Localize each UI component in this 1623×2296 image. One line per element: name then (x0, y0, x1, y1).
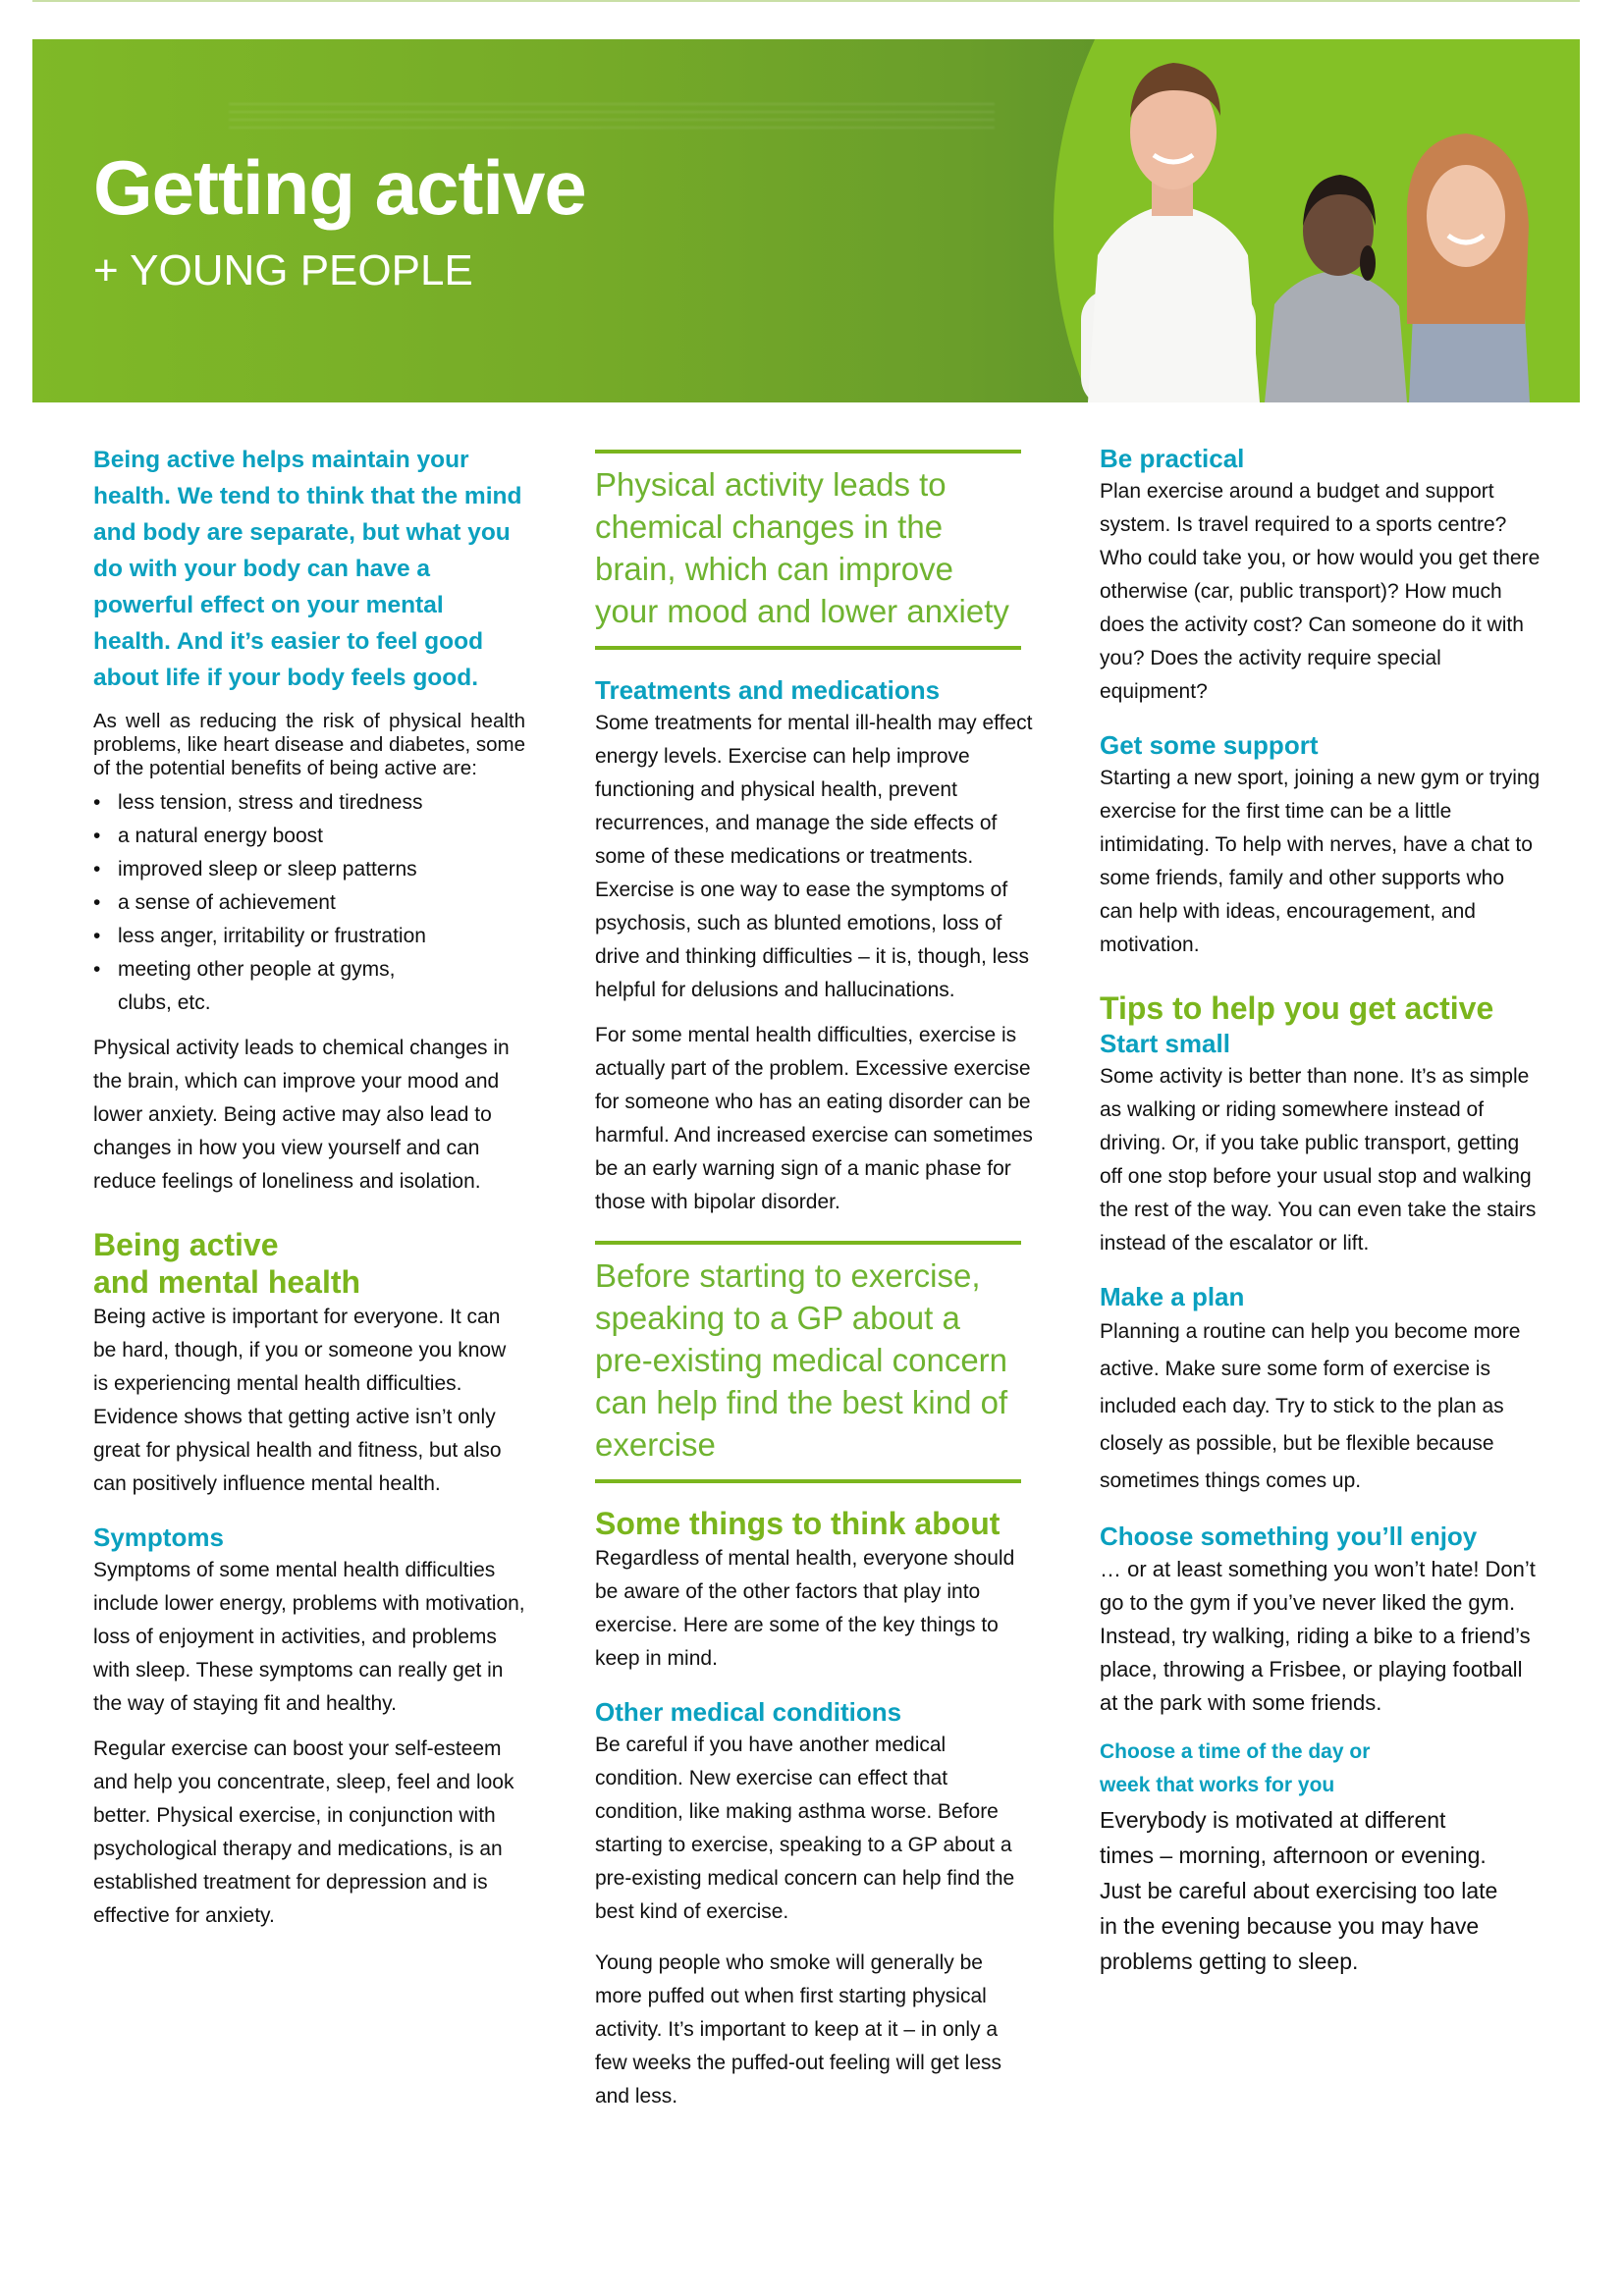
be-practical-heading: Be practical (1100, 444, 1245, 473)
tips-heading: Tips to help you get active (1100, 990, 1494, 1026)
medical-conditions-heading: Other medical conditions (595, 1697, 902, 1727)
top-border-rule (32, 0, 1580, 2)
pullquote-text: Physical activity leads to chemical changes in the brain, which can improve your mood and lower anxiety (595, 466, 1009, 629)
pullquote-brain-chemistry (595, 450, 1021, 650)
young-people-photo (1063, 39, 1580, 402)
column-1 (93, 442, 525, 1945)
list-item: • a sense of achievement (93, 886, 525, 920)
symptoms-paragraph: Symptoms of some mental health difficulties include lower energy, problems with motivation, loss of enjoyment in activities, and problems with sleep. These symptoms can really get in the way of staying fit and healthy. (93, 1559, 525, 1715)
choose-time-paragraph: Everybody is motivated at different times – morning, afternoon or evening. Just be careful about exercising too late in the evening because you may have problems getting to sleep. (1100, 1807, 1498, 1974)
benefits-list (93, 786, 525, 1020)
header-banner (32, 39, 1580, 402)
person-young-woman-right (1407, 133, 1530, 402)
banner-streaks-decoration (229, 103, 995, 133)
lead-paragraph: Being active helps maintain your health. We tend to think that the mind and body are separate, but what you do with your body can have a powerful effect on your mental health. And it’s easier to feel good about life if your body feels good. (93, 447, 522, 691)
choose-enjoy-heading: Choose something you’ll enjoy (1100, 1522, 1478, 1551)
think-about-paragraph: Regardless of mental health, everyone should be aware of the other factors that play into exercise. Here are some of the key things to keep in mind. (595, 1547, 1015, 1670)
list-item: • less anger, irritability or frustration (93, 920, 525, 953)
heading-line: week that works for you (1100, 1774, 1335, 1796)
choose-enjoy-paragraph: … or at least something you won’t hate! Don’t go to the gym if you’ve never liked the gym. Instead, try walking, riding a bike to a friend’s place, throwing a Frisbee, or playing football at the park with some friends. (1100, 1557, 1536, 1715)
heading-line: Being active (93, 1227, 279, 1262)
make-plan-paragraph: Planning a routine can help you become more active. Make sure some form of exercise is included each day. Try to stick to the plan as closely as possible, but be flexible because sometimes things comes up. (1100, 1320, 1521, 1492)
medical-conditions-paragraph: Be careful if you have another medical condition. New exercise can effect that condition, like making asthma worse. Before starting to exercise, speaking to a GP about a pre-existing medical concern can help find the best kind of exercise. (595, 1734, 1015, 1923)
heading-line: Choose a time of the day or (1100, 1740, 1371, 1763)
benefits-intro: As well as reducing the risk of physical health problems, like heart disease and diabetes, some of the potential benefits of being active are: (93, 710, 525, 779)
symptoms-heading: Symptoms (93, 1522, 224, 1552)
get-support-heading: Get some support (1100, 730, 1319, 760)
be-practical-paragraph: Plan exercise around a budget and support system. Is travel required to a sports centre? Who could take you, or how would you get there otherwise (car, public transport)? How much does the activity cost? Can someone do it with you? Does the activity require special equipment? (1100, 480, 1541, 703)
page-title: Getting active (93, 144, 586, 231)
list-item: • less tension, stress and tiredness (93, 786, 525, 820)
treatments-heading: Treatments and medications (595, 675, 941, 705)
think-about-heading: Some things to think about (595, 1506, 1001, 1541)
column-3 (1100, 442, 1542, 1991)
treatments-paragraph: Some treatments for mental ill-health may effect energy levels. Exercise can help improve functioning and physical health, prevent recurrences, and manage the side effects of some of these medications or treatments. Exercise is one way to ease the symptoms of psychosis, such as blunted emotions, loss of drive and thinking difficulties – it is, though, less helpful for delusions and hallucinations. (595, 712, 1033, 1001)
person-young-woman-center (1265, 175, 1407, 402)
make-plan-heading: Make a plan (1100, 1282, 1245, 1311)
start-small-paragraph: Some activity is better than none. It’s as simple as walking or riding somewhere instead of driving. Or, if you take public transport, getting off one stop before your usual stop and walking the rest of the way. You can even take the stairs instead of the escalator or lift. (1100, 1065, 1537, 1255)
list-item: • meeting other people at gyms, clubs, etc. (93, 953, 525, 1020)
difficulties-paragraph: For some mental health difficulties, exercise is actually part of the problem. Excessive exercise for someone who has an eating disorder can be harmful. And increased exercise can sometimes be an early warning sign of a manic phase for those with bipolar disorder. (595, 1024, 1033, 1213)
person-young-man (1081, 63, 1260, 402)
start-small-heading: Start small (1100, 1029, 1230, 1058)
page-subtitle: + YOUNG PEOPLE (93, 246, 473, 294)
brain-paragraph: Physical activity leads to chemical changes in the brain, which can improve your mood and lower anxiety. Being active may also lead to changes in how you view yourself and can reduce feelings of loneliness and isolation. (93, 1037, 510, 1193)
heading-line: and mental health (93, 1264, 361, 1300)
mental-health-paragraph: Being active is important for everyone. It can be hard, though, if you or someone you know is experiencing mental health difficulties. Evidence shows that getting active isn’t only great for physical health and fitness, but also can positively influence mental health. (93, 1306, 507, 1495)
choose-time-heading (1100, 1735, 1542, 1802)
get-support-paragraph: Starting a new sport, joining a new gym or trying exercise for the first time can be a little intimidating. To help with nerves, have a chat to some friends, family and other supports who can help with ideas, encouragement, and motivation. (1100, 767, 1541, 956)
exercise-benefits-paragraph: Regular exercise can boost your self-esteem and help you concentrate, sleep, feel and look better. Physical exercise, in conjunction with psychological therapy and medications, is an established treatment for depression and is effective for anxiety. (93, 1737, 514, 1927)
section-heading-mental-health (93, 1226, 525, 1301)
pullquote-gp-advice (595, 1241, 1021, 1483)
smoking-paragraph: Young people who smoke will generally be more puffed out when first starting physical activity. It’s important to keep at it – in only a few weeks the puffed-out feeling will get less and less. (595, 1951, 1002, 2108)
column-2 (595, 442, 1035, 2125)
list-item: • a natural energy boost (93, 820, 525, 853)
pullquote-text: Before starting to exercise, speaking to a GP about a pre-existing medical concern can help find the best kind of exercise (595, 1257, 1008, 1463)
list-item: • improved sleep or sleep patterns (93, 853, 525, 886)
